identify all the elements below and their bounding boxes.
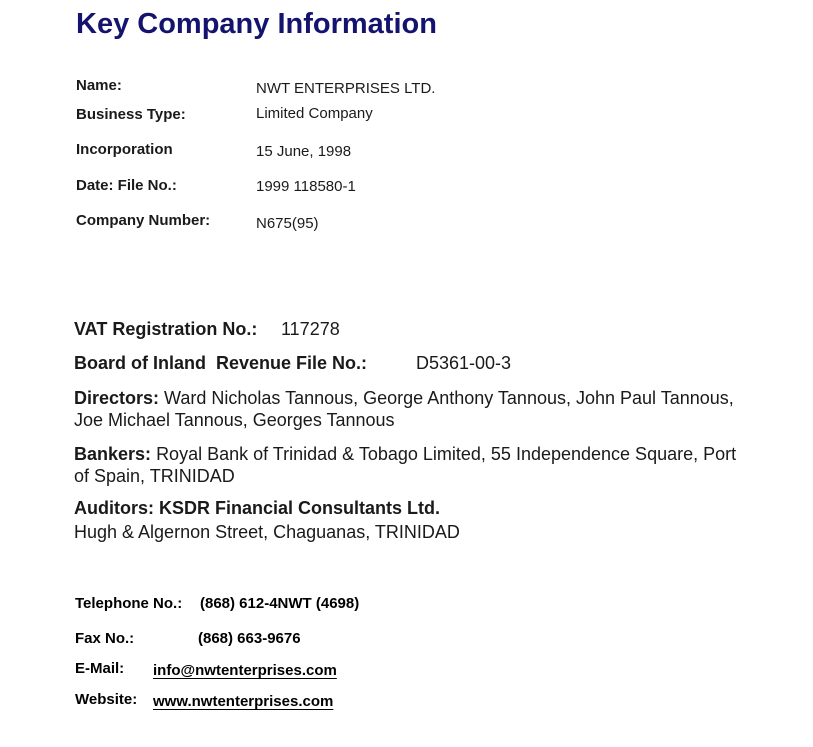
business-type-label: Business Type: [76,106,186,123]
directors-value: Ward Nicholas Tannous, George Anthony Tannous, John Paul Tannous, Joe Michael Tannous, Georges Tannous [74,388,734,430]
fax-value: (868) 663-9676 [198,630,301,647]
auditors-address: Hugh & Algernon Street, Chaguanas, TRINIDAD [74,522,460,542]
vat-label: VAT Registration No.: [74,319,258,339]
bankers-value: Royal Bank of Trinidad & Tobago Limited, 55 Independence Square, Port of Spain, TRINIDAD [74,444,737,486]
email-link[interactable]: info@nwtenterprises.com [153,662,337,679]
page-title: Key Company Information [76,8,437,40]
name-label: Name: [76,77,122,94]
auditors-label: Auditors: KSDR Financial Consultants Ltd. [74,498,441,518]
bankers-paragraph [74,443,754,487]
date-file-label: Date: File No.: [76,177,177,194]
bankers-label: Bankers: [74,444,152,464]
directors-label: Directors: [74,388,160,408]
business-type-value: Limited Company [256,105,373,122]
company-number-value: N675(95) [256,215,319,232]
website-link[interactable]: www.nwtenterprises.com [153,693,334,710]
vat-value: 117278 [281,319,340,339]
inland-revenue-label: Board of Inland Revenue File No.: [74,353,368,373]
email-label: E-Mail: [75,660,125,677]
telephone-label: Telephone No.: [75,595,183,612]
telephone-value: (868) 612-4NWT (4698) [200,595,360,612]
company-number-label: Company Number: [76,212,211,229]
name-value: NWT ENTERPRISES LTD. [256,80,436,97]
date-file-value: 1999 118580-1 [256,178,356,195]
incorporation-value: 15 June, 1998 [256,143,352,160]
directors-paragraph [74,387,754,431]
fax-label: Fax No.: [75,630,135,647]
inland-revenue-value: D5361-00-3 [416,353,512,373]
incorporation-label: Incorporation [76,141,173,158]
website-label: Website: [75,691,138,708]
